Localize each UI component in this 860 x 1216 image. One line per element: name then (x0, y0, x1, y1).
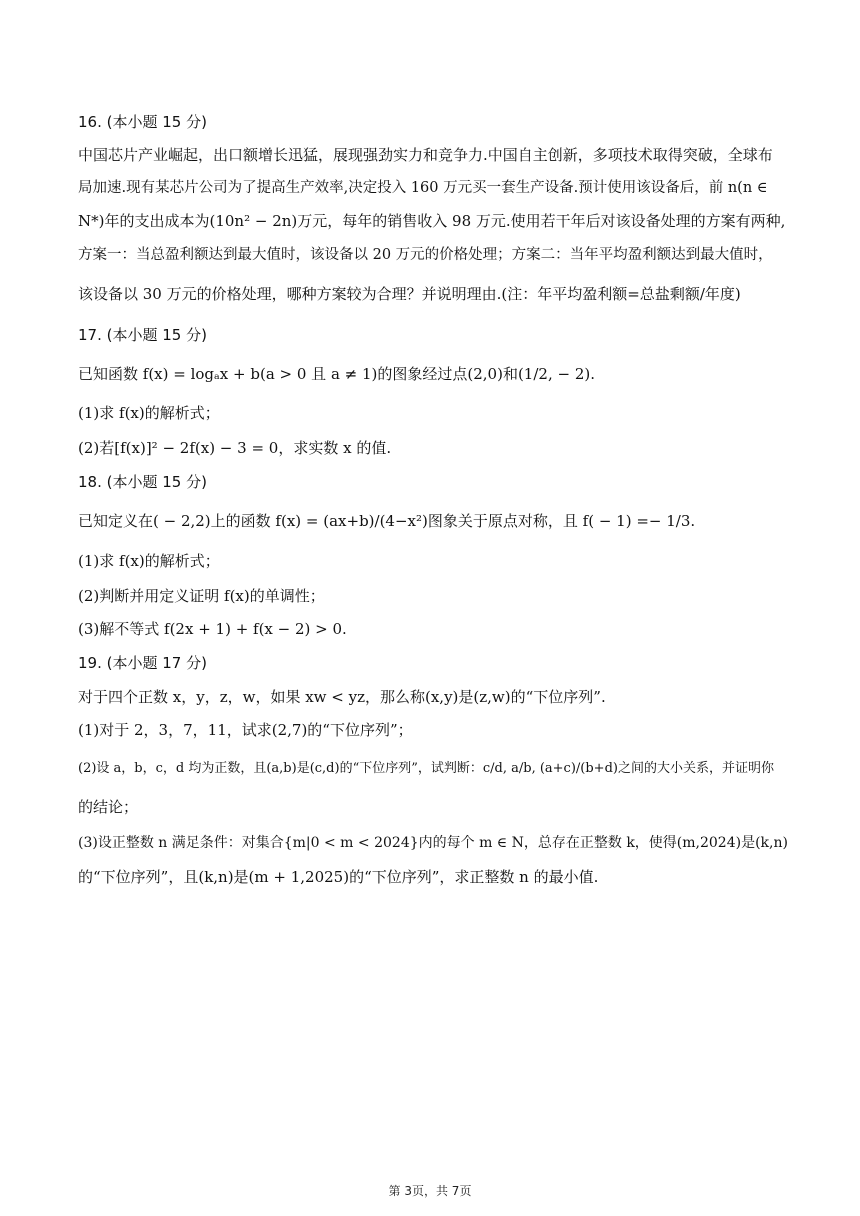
question-19-part-2-cont: 的结论； (78, 798, 139, 816)
question-19-stem: 对于四个正数 x，y，z，w，如果 xw < yz，那么称(x,y)是(z,w)的“下位序列”. (78, 688, 606, 706)
question-19-part-1: (1)对于 2，3，7，11，试求(2,7)的“下位序列”； (78, 721, 413, 739)
question-17-stem: 已知函数 f(x) = logₐx + b(a > 0 且 a ≠ 1)的图象经过点(2,0)和(1/2, − 2). (78, 365, 595, 383)
question-19-heading: 19. (本小题 17 分) (78, 654, 207, 672)
question-16-line-1: 中国芯片产业崛起，出口额增长迅猛，展现强劲实力和竞争力.中国自主创新，多项技术取得突破，全球布 (78, 146, 773, 164)
question-16-line-4: 方案一：当总盈利额达到最大值时，该设备以 20 万元的价格处理；方案二：当年平均盈利额达到最大值时， (78, 247, 773, 263)
question-18-heading: 18. (本小题 15 分) (78, 473, 207, 491)
question-17-part-2: (2)若[f(x)]² − 2f(x) − 3 = 0，求实数 x 的值. (78, 439, 392, 457)
question-19-part-3: (3)设正整数 n 满足条件：对集合{m|0 < m < 2024}内的每个 m ∈ N，总存在正整数 k，使得(m,2024)是(k,n) (78, 835, 788, 851)
question-18-part-3: (3)解不等式 f(2x + 1) + f(x − 2) > 0. (78, 620, 347, 638)
page-footer: 第 3页，共 7页 (388, 1184, 472, 1198)
question-18-part-1: (1)求 f(x)的解析式； (78, 552, 220, 570)
question-16-line-2: 局加速.现有某芯片公司为了提高生产效率,决定投入 160 万元买一套生产设备.预计使用该设备后，前 n(n ∈ (78, 180, 768, 196)
question-18-stem: 已知定义在( − 2,2)上的函数 f(x) = (ax+b)/(4−x²)图象关于原点对称，且 f( − 1) =− 1/3. (78, 512, 696, 530)
question-17-heading: 17. (本小题 15 分) (78, 326, 207, 344)
question-16-heading: 16. (本小题 15 分) (78, 113, 207, 131)
question-19-part-3-cont: 的“下位序列”，且(k,n)是(m + 1,2025)的“下位序列”，求正整数 n 的最小值. (78, 868, 599, 886)
question-16-line-3: N*)年的支出成本为(10n² − 2n)万元，每年的销售收入 98 万元.使用若干年后对该设备处理的方案有两种, (78, 212, 786, 230)
question-19-part-2: (2)设 a，b，c，d 均为正数，且(a,b)是(c,d)的“下位序列”，试判断：c/d, a/b, (a+c)/(b+d)之间的大小关系，并证明你 (78, 761, 774, 776)
question-16-line-5: 该设备以 30 万元的价格处理，哪种方案较为合理？并说明理由.(注：年平均盈利额=总盐剩额/年度) (78, 285, 741, 303)
question-17-part-1: (1)求 f(x)的解析式； (78, 404, 220, 422)
question-18-part-2: (2)判断并用定义证明 f(x)的单调性； (78, 587, 325, 605)
